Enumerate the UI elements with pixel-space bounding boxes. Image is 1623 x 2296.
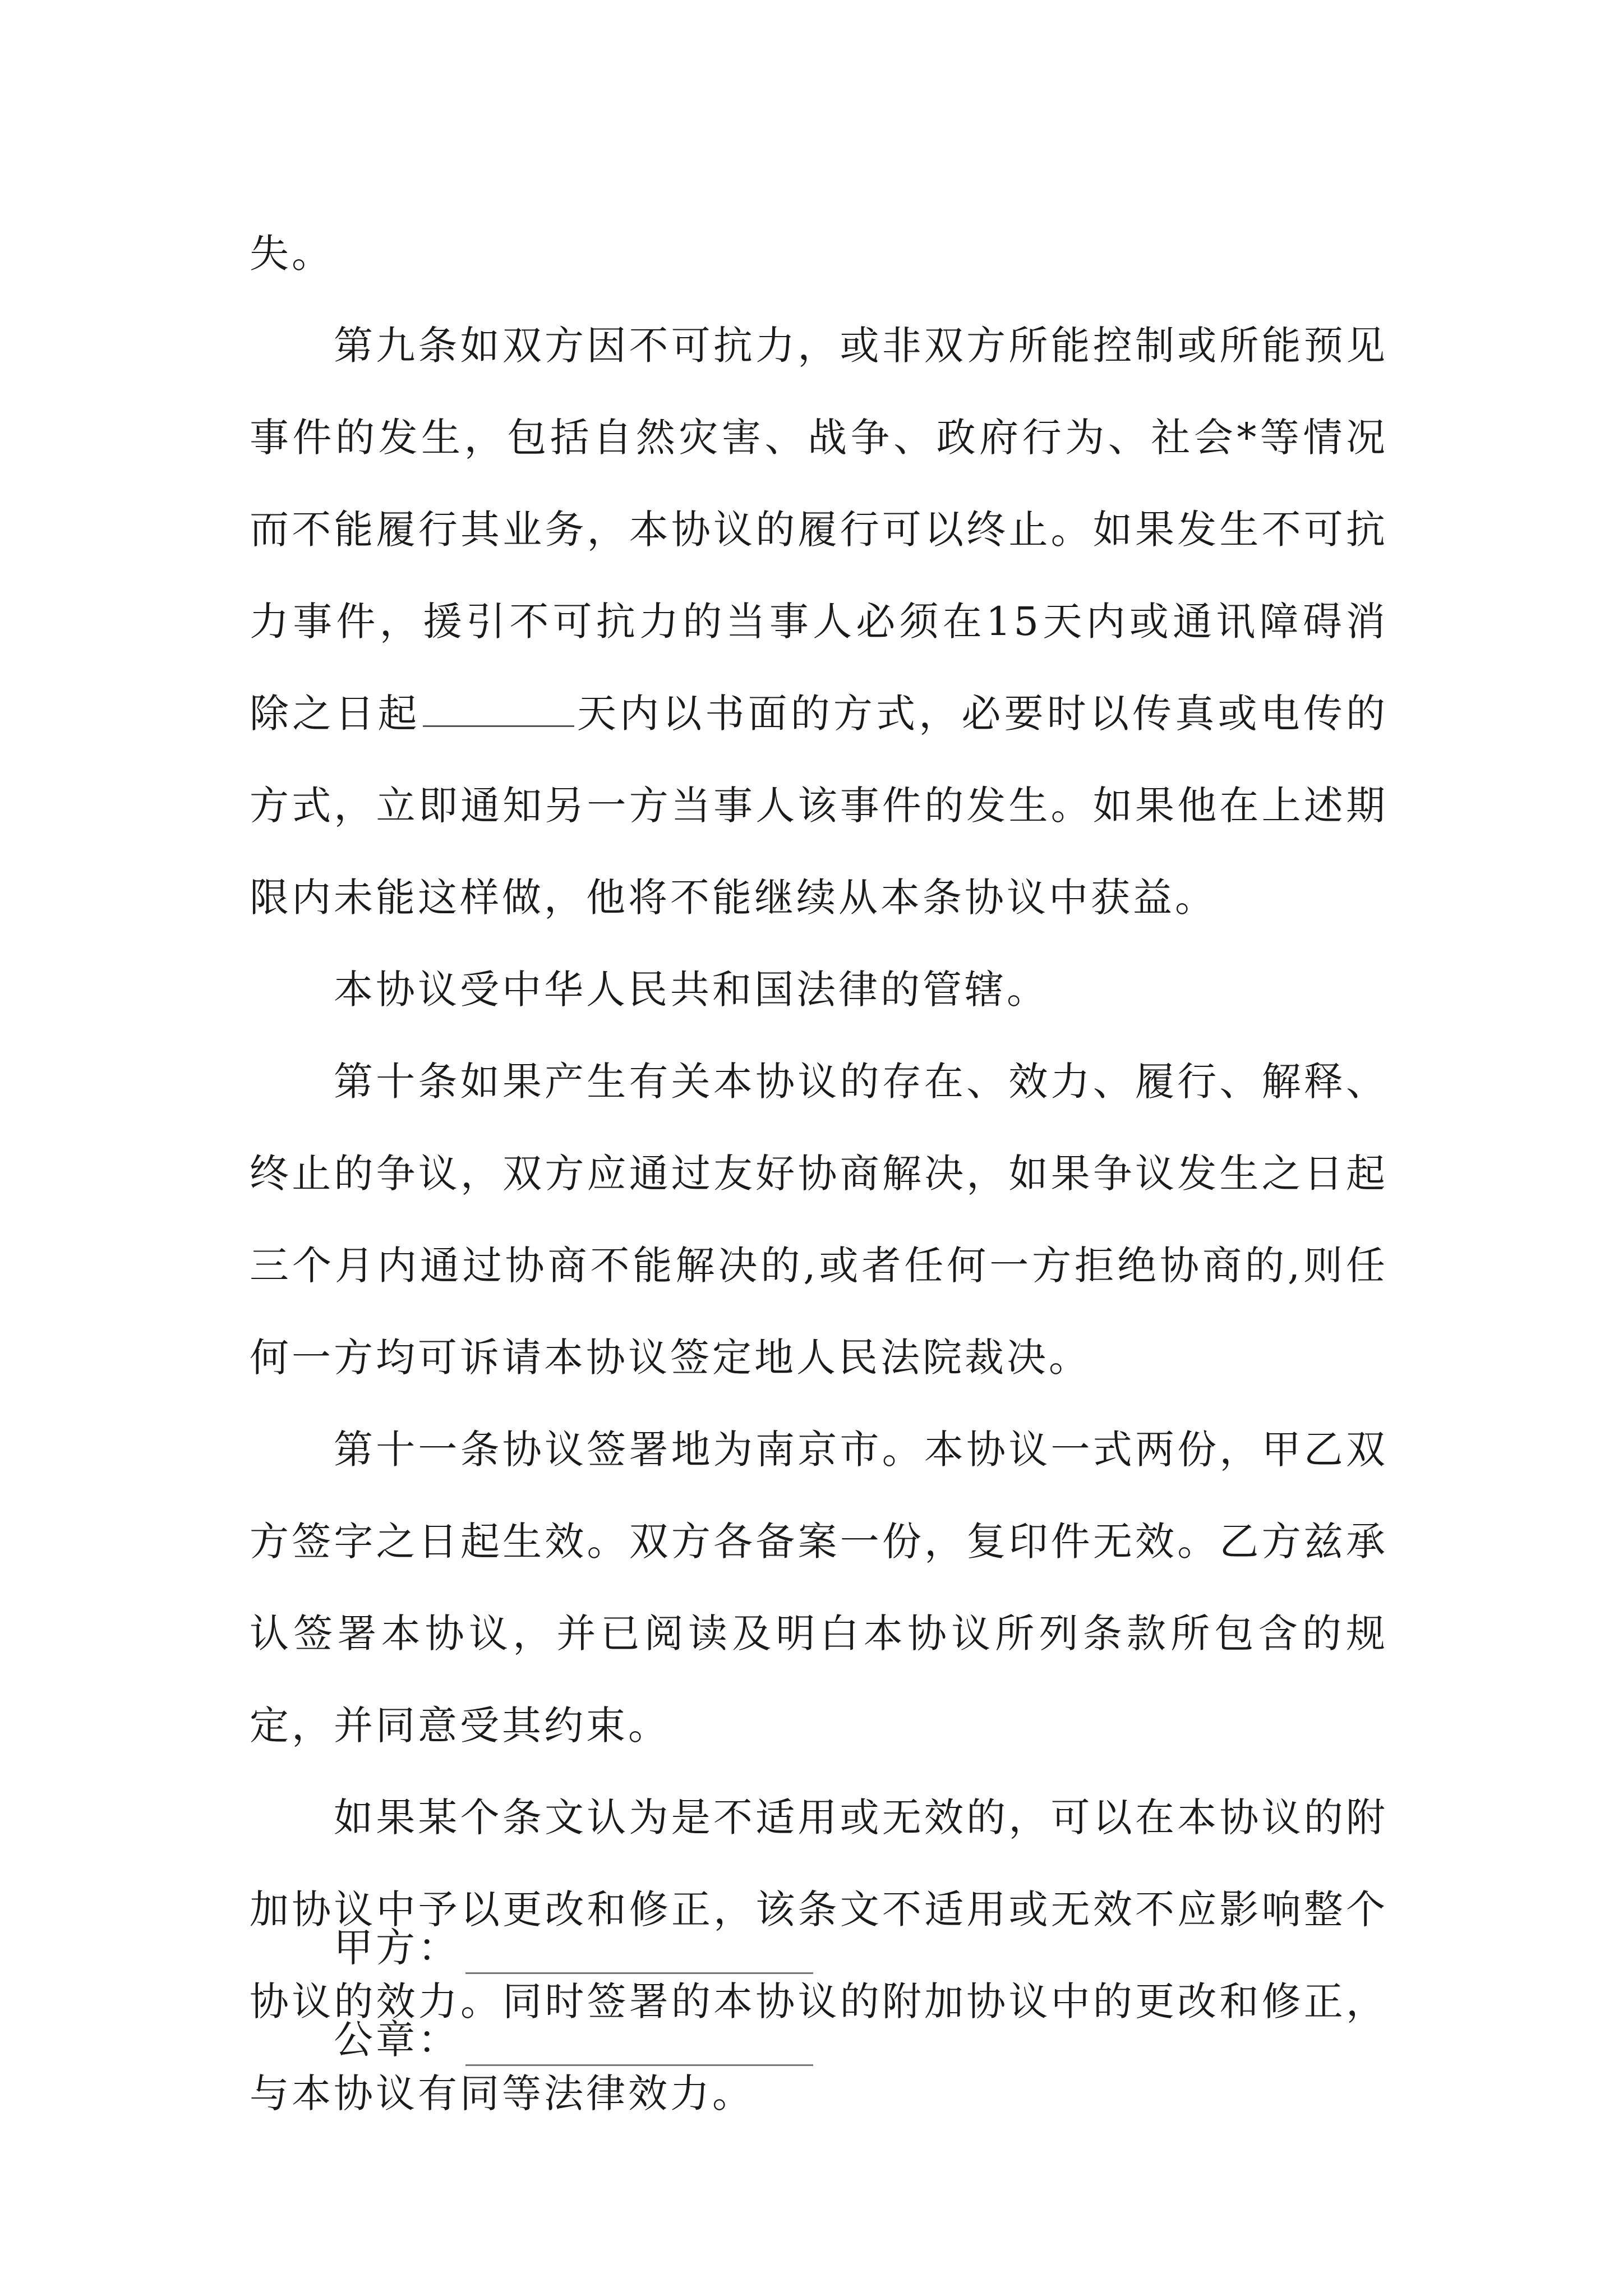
seal-signature-row: [334, 1994, 813, 2086]
paragraph-article-9: [250, 300, 1388, 944]
party-a-signature-line: [465, 1933, 813, 1974]
party-a-label: 甲方：: [334, 1925, 460, 1971]
paragraph-article-10: 第十条如果产生有关本协议的存在、效力、履行、解释、终止的争议，双方应通过友好协商解决，如果争议发生之日起三个月内通过协商不能解决的,或者任何一方拒绝协商的,则任何一方均可诉请本协议签定地人民法院裁决。: [250, 1059, 1388, 1381]
document-body: [250, 208, 1388, 2139]
article-9-text-before: 第九条如双方因不可抗力，或非双方所能控制或所能预见事件的发生，包括自然灾害、战争、政府行为、社会*等情况而不能履行其业务，本协议的履行可以终止。如果发生不可抗力事件，援引不可抗力的当事人必须在15天内或通讯障碍消除之日起: [250, 323, 1388, 737]
seal-signature-line: [465, 2025, 813, 2066]
paragraph-severability: 如果某个条文认为是不适用或无效的，可以在本协议的附加协议中予以更改和修正，该条文不适用或无效不应影响整个协议的效力。同时签署的本协议的附加协议中的更改和修正，与本协议有同等法律效力。: [250, 1795, 1388, 2116]
seal-label: 公章：: [334, 2017, 460, 2063]
article-9-text-after: 天内以书面的方式，必要时以传真或电传的方式，立即通知另一方当事人该事件的发生。如果他在上述期限内未能这样做，他将不能继续从本条协议中获益。: [250, 691, 1389, 921]
party-a-signature-row: [334, 1902, 813, 1994]
paragraph-continuation: 失。: [250, 231, 334, 277]
days-blank-field: [423, 692, 574, 727]
paragraph-governing-law: 本协议受中华人民共和国法律的管辖。: [334, 967, 1049, 1013]
paragraph-article-11: 第十一条协议签署地为南京市。本协议一式两份，甲乙双方签字之日起生效。双方各备案一份，复印件无效。乙方兹承认签署本协议，并已阅读及明白本协议所列条款所包含的规定，并同意受其约束。: [250, 1427, 1388, 1749]
